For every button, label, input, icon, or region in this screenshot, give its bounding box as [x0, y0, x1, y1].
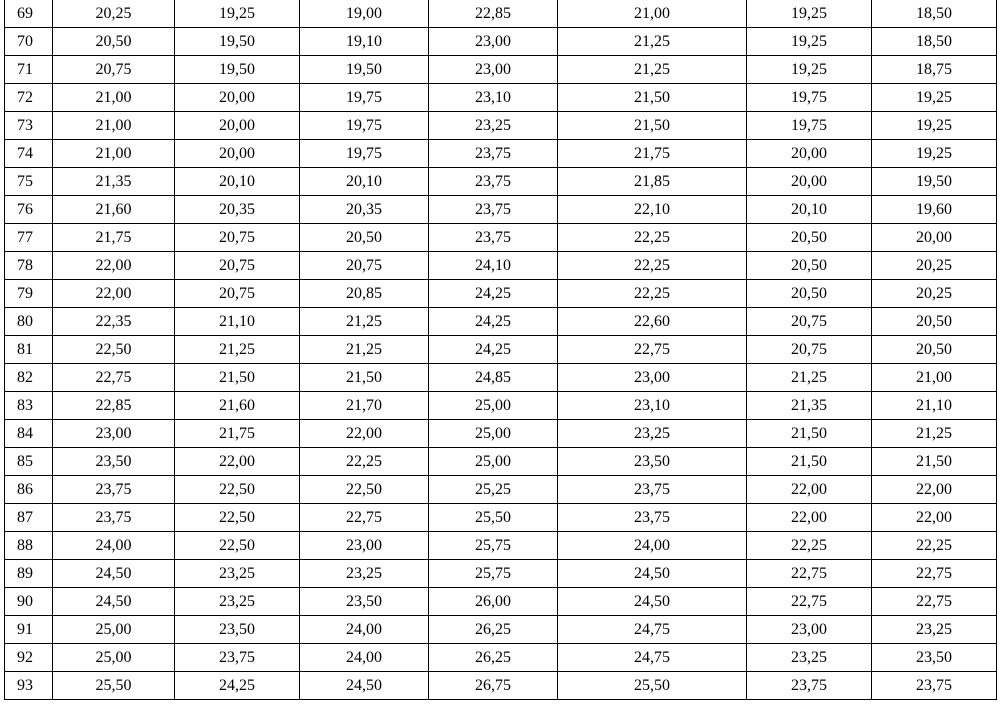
value-cell: 19,25: [747, 0, 872, 28]
value-cell: 22,75: [747, 588, 872, 616]
value-cell: 24,75: [558, 644, 747, 672]
value-cell: 22,85: [53, 392, 175, 420]
value-cell: 21,25: [300, 336, 429, 364]
value-cell: 25,25: [429, 476, 558, 504]
value-cell: 25,00: [429, 448, 558, 476]
table-row: [5, 252, 997, 280]
value-cell: 20,50: [747, 280, 872, 308]
value-cell: 20,75: [300, 252, 429, 280]
value-cell: 22,25: [558, 280, 747, 308]
value-cell: 22,75: [872, 588, 997, 616]
value-cell: 21,10: [175, 308, 300, 336]
value-cell: 25,75: [429, 532, 558, 560]
value-cell: 21,50: [300, 364, 429, 392]
table-row: [5, 504, 997, 532]
value-cell: 20,50: [747, 252, 872, 280]
value-cell: 23,50: [558, 448, 747, 476]
table-row: [5, 588, 997, 616]
value-cell: 21,25: [175, 336, 300, 364]
value-cell: 21,60: [53, 196, 175, 224]
value-cell: 19,50: [175, 28, 300, 56]
value-cell: 23,25: [429, 112, 558, 140]
value-cell: 21,50: [558, 84, 747, 112]
value-cell: 24,85: [429, 364, 558, 392]
value-cell: 24,50: [53, 588, 175, 616]
value-cell: 20,00: [175, 112, 300, 140]
row-number-cell: 71: [5, 56, 53, 84]
value-cell: 22,25: [872, 532, 997, 560]
table-row: [5, 560, 997, 588]
value-cell: 20,75: [747, 336, 872, 364]
row-number-cell: 70: [5, 28, 53, 56]
value-cell: 21,25: [747, 364, 872, 392]
value-cell: 18,50: [872, 28, 997, 56]
value-cell: 19,75: [300, 112, 429, 140]
value-cell: 22,25: [300, 448, 429, 476]
value-cell: 19,10: [300, 28, 429, 56]
value-cell: 20,10: [300, 168, 429, 196]
table-row: [5, 532, 997, 560]
value-cell: 21,25: [558, 56, 747, 84]
value-cell: 19,25: [175, 0, 300, 28]
value-cell: 20,85: [300, 280, 429, 308]
value-cell: 21,50: [872, 448, 997, 476]
value-cell: 24,00: [558, 532, 747, 560]
table-row: [5, 224, 997, 252]
value-cell: 21,50: [558, 112, 747, 140]
value-cell: 19,75: [300, 140, 429, 168]
table-row: [5, 392, 997, 420]
value-cell: 22,00: [872, 476, 997, 504]
value-cell: 21,25: [872, 420, 997, 448]
value-cell: 24,25: [175, 672, 300, 700]
value-cell: 22,75: [300, 504, 429, 532]
value-cell: 26,25: [429, 616, 558, 644]
table-row: [5, 336, 997, 364]
value-cell: 24,25: [429, 280, 558, 308]
value-cell: 20,75: [53, 56, 175, 84]
value-cell: 19,25: [872, 112, 997, 140]
table-row: [5, 0, 997, 28]
value-cell: 24,25: [429, 308, 558, 336]
value-cell: 23,25: [558, 420, 747, 448]
value-cell: 18,75: [872, 56, 997, 84]
table-row: [5, 196, 997, 224]
row-number-cell: 92: [5, 644, 53, 672]
table-row: [5, 644, 997, 672]
value-cell: 23,25: [300, 560, 429, 588]
value-cell: 22,50: [53, 336, 175, 364]
value-cell: 21,50: [175, 364, 300, 392]
value-cell: 19,75: [300, 84, 429, 112]
value-cell: 23,50: [300, 588, 429, 616]
table-row: [5, 280, 997, 308]
value-cell: 21,35: [53, 168, 175, 196]
value-cell: 23,75: [429, 140, 558, 168]
value-cell: 23,50: [53, 448, 175, 476]
row-number-cell: 73: [5, 112, 53, 140]
value-cell: 23,75: [747, 672, 872, 700]
value-cell: 23,75: [872, 672, 997, 700]
value-cell: 22,25: [747, 532, 872, 560]
value-cell: 23,25: [872, 616, 997, 644]
value-cell: 22,00: [747, 504, 872, 532]
value-cell: 20,75: [747, 308, 872, 336]
value-cell: 26,75: [429, 672, 558, 700]
value-cell: 20,50: [53, 28, 175, 56]
row-number-cell: 78: [5, 252, 53, 280]
value-cell: 19,60: [872, 196, 997, 224]
value-cell: 21,35: [747, 392, 872, 420]
row-number-cell: 75: [5, 168, 53, 196]
value-cell: 20,75: [175, 252, 300, 280]
value-cell: 25,00: [429, 392, 558, 420]
value-cell: 21,00: [53, 84, 175, 112]
table-row: [5, 364, 997, 392]
value-cell: 22,35: [53, 308, 175, 336]
value-cell: 20,25: [872, 280, 997, 308]
value-cell: 22,25: [558, 252, 747, 280]
value-cell: 22,75: [872, 560, 997, 588]
row-number-cell: 86: [5, 476, 53, 504]
row-number-cell: 82: [5, 364, 53, 392]
value-cell: 22,10: [558, 196, 747, 224]
value-cell: 20,25: [872, 252, 997, 280]
table-row: [5, 112, 997, 140]
value-cell: 23,75: [429, 224, 558, 252]
value-cell: 23,00: [747, 616, 872, 644]
value-cell: 25,00: [429, 420, 558, 448]
value-cell: 22,25: [558, 224, 747, 252]
value-cell: 22,00: [747, 476, 872, 504]
value-cell: 18,50: [872, 0, 997, 28]
value-cell: 23,75: [429, 196, 558, 224]
value-cell: 20,35: [300, 196, 429, 224]
value-cell: 23,25: [175, 560, 300, 588]
value-cell: 19,50: [175, 56, 300, 84]
value-cell: 21,50: [747, 448, 872, 476]
row-number-cell: 87: [5, 504, 53, 532]
table-row: [5, 28, 997, 56]
value-cell: 20,10: [747, 196, 872, 224]
value-cell: 20,00: [175, 84, 300, 112]
value-cell: 23,75: [429, 168, 558, 196]
value-cell: 24,00: [53, 532, 175, 560]
value-cell: 22,00: [53, 280, 175, 308]
value-cell: 22,50: [300, 476, 429, 504]
value-cell: 23,10: [429, 84, 558, 112]
value-cell: 22,00: [53, 252, 175, 280]
value-cell: 21,75: [53, 224, 175, 252]
value-cell: 22,85: [429, 0, 558, 28]
row-number-cell: 89: [5, 560, 53, 588]
value-cell: 21,25: [300, 308, 429, 336]
value-cell: 24,25: [429, 336, 558, 364]
value-cell: 19,75: [747, 112, 872, 140]
value-cell: 22,50: [175, 532, 300, 560]
row-number-cell: 85: [5, 448, 53, 476]
value-cell: 22,50: [175, 476, 300, 504]
value-cell: 22,00: [175, 448, 300, 476]
value-cell: 23,75: [175, 644, 300, 672]
row-number-cell: 90: [5, 588, 53, 616]
row-number-cell: 80: [5, 308, 53, 336]
value-cell: 19,75: [747, 84, 872, 112]
value-cell: 20,25: [53, 0, 175, 28]
value-cell: 23,00: [558, 364, 747, 392]
value-cell: 21,75: [175, 420, 300, 448]
value-cell: 23,25: [175, 588, 300, 616]
value-cell: 22,60: [558, 308, 747, 336]
value-cell: 25,00: [53, 644, 175, 672]
value-cell: 21,10: [872, 392, 997, 420]
value-cell: 21,75: [558, 140, 747, 168]
value-cell: 20,50: [872, 336, 997, 364]
table-row: [5, 616, 997, 644]
value-cell: 24,50: [300, 672, 429, 700]
value-cell: 20,10: [175, 168, 300, 196]
row-number-cell: 77: [5, 224, 53, 252]
value-cell: 25,50: [429, 504, 558, 532]
value-cell: 21,50: [747, 420, 872, 448]
value-cell: 26,25: [429, 644, 558, 672]
table-row: [5, 420, 997, 448]
row-number-cell: 79: [5, 280, 53, 308]
row-number-cell: 84: [5, 420, 53, 448]
value-cell: 21,00: [53, 112, 175, 140]
value-cell: 19,00: [300, 0, 429, 28]
value-cell: 20,75: [175, 224, 300, 252]
value-cell: 24,75: [558, 616, 747, 644]
value-cell: 22,75: [53, 364, 175, 392]
value-cell: 20,00: [747, 140, 872, 168]
value-cell: 19,50: [872, 168, 997, 196]
value-cell: 23,75: [558, 504, 747, 532]
value-cell: 24,50: [53, 560, 175, 588]
data-table: [4, 0, 997, 700]
value-cell: 23,00: [429, 28, 558, 56]
row-number-cell: 74: [5, 140, 53, 168]
value-cell: 26,00: [429, 588, 558, 616]
row-number-cell: 88: [5, 532, 53, 560]
value-cell: 22,50: [175, 504, 300, 532]
row-number-cell: 81: [5, 336, 53, 364]
value-cell: 19,25: [747, 28, 872, 56]
row-number-cell: 91: [5, 616, 53, 644]
value-cell: 21,00: [53, 140, 175, 168]
value-cell: 23,00: [429, 56, 558, 84]
value-cell: 22,75: [558, 336, 747, 364]
table-row: [5, 168, 997, 196]
value-cell: 25,50: [558, 672, 747, 700]
value-cell: 23,50: [175, 616, 300, 644]
value-cell: 25,50: [53, 672, 175, 700]
table-row: [5, 84, 997, 112]
value-cell: 22,00: [872, 504, 997, 532]
value-cell: 24,00: [300, 644, 429, 672]
row-number-cell: 93: [5, 672, 53, 700]
value-cell: 20,00: [872, 224, 997, 252]
table-row: [5, 140, 997, 168]
row-number-cell: 83: [5, 392, 53, 420]
value-cell: 19,25: [872, 84, 997, 112]
value-cell: 25,75: [429, 560, 558, 588]
table-row: [5, 448, 997, 476]
value-cell: 23,75: [53, 476, 175, 504]
value-cell: 20,50: [300, 224, 429, 252]
value-cell: 20,00: [175, 140, 300, 168]
value-cell: 23,00: [300, 532, 429, 560]
value-cell: 20,35: [175, 196, 300, 224]
table-row: [5, 56, 997, 84]
value-cell: 20,00: [747, 168, 872, 196]
value-cell: 24,00: [300, 616, 429, 644]
value-cell: 19,50: [300, 56, 429, 84]
value-cell: 22,00: [300, 420, 429, 448]
row-number-cell: 76: [5, 196, 53, 224]
value-cell: 19,25: [747, 56, 872, 84]
value-cell: 20,50: [747, 224, 872, 252]
row-number-cell: 72: [5, 84, 53, 112]
value-cell: 20,50: [872, 308, 997, 336]
value-cell: 21,85: [558, 168, 747, 196]
table-row: [5, 308, 997, 336]
value-cell: 19,25: [872, 140, 997, 168]
value-cell: 23,50: [872, 644, 997, 672]
value-cell: 23,75: [53, 504, 175, 532]
value-cell: 21,60: [175, 392, 300, 420]
table-row: [5, 672, 997, 700]
value-cell: 23,75: [558, 476, 747, 504]
row-number-cell: 69: [5, 0, 53, 28]
value-cell: 24,10: [429, 252, 558, 280]
table-row: [5, 476, 997, 504]
value-cell: 23,10: [558, 392, 747, 420]
value-cell: 21,70: [300, 392, 429, 420]
value-cell: 23,00: [53, 420, 175, 448]
value-cell: 23,25: [747, 644, 872, 672]
value-cell: 22,75: [747, 560, 872, 588]
value-cell: 25,00: [53, 616, 175, 644]
value-cell: 24,50: [558, 588, 747, 616]
value-cell: 24,50: [558, 560, 747, 588]
table-body: [5, 0, 997, 700]
value-cell: 21,00: [872, 364, 997, 392]
value-cell: 20,75: [175, 280, 300, 308]
value-cell: 21,25: [558, 28, 747, 56]
value-cell: 21,00: [558, 0, 747, 28]
